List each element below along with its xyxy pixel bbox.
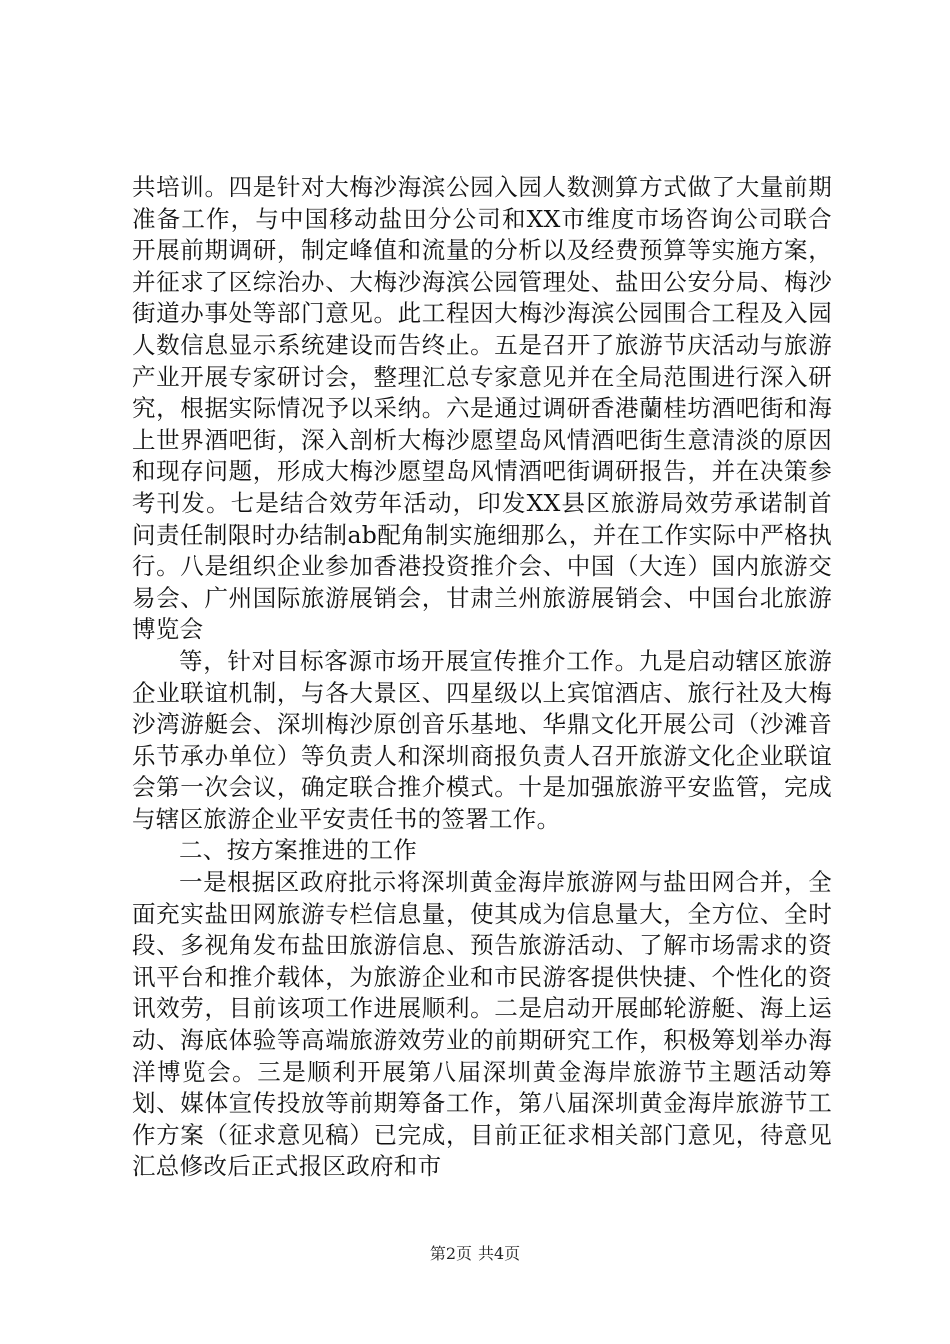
paragraph-3: 一是根据区政府批示将深圳黄金海岸旅游网与盐田网合并，全面充实盐田网旅游专栏信息量，使其成为信息量大，全方位、全时段、多视角发布盐田旅游信息、预告旅游活动、了解市场需求的资讯平台和推介载体，为旅游企业和市民游客提供快捷、个性化的资讯效劳，目前该项工作进展顺利。二是启动开展邮轮游艇、海上运动、海底体验等高端旅游效劳业的前期研究工作，积极筹划举办海洋博览会。三是顺利开展第八届深圳黄金海岸旅游节主题活动筹划、媒体宣传投放等前期筹备工作，第八届深圳黄金海岸旅游节工作方案（征求意见稿）已完成，目前正征求相关部门意见，待意见汇总修改后正式报区政府和市 bbox=[132, 868, 832, 1181]
document-body bbox=[132, 172, 832, 1183]
paragraph-2: 等，针对目标客源市场开展宣传推介工作。九是启动辖区旅游企业联谊机制，与各大景区、四星级以上宾馆酒店、旅行社及大梅沙湾游艇会、深圳梅沙原创音乐基地、华鼎文化开展公司（沙滩音乐节承办单位）等负责人和深圳商报负责人召开旅游文化企业联谊会第一次会议，确定联合推介模式。十是加强旅游平安监管，完成与辖区旅游企业平安责任书的签署工作。 bbox=[132, 646, 832, 833]
page-total: 共4页 bbox=[478, 1244, 521, 1263]
paragraph-1: 共培训。四是针对大梅沙海滨公园入园人数测算方式做了大量前期准备工作，与中国移动盐田分公司和XX市维度市场咨询公司联合开展前期调研，制定峰值和流量的分析以及经费预算等实施方案，并征求了区综治办、大梅沙海滨公园管理处、盐田公安分局、梅沙街道办事处等部门意见。此工程因大梅沙海滨公园围合工程及入园人数信息显示系统建设而告终止。五是召开了旅游节庆活动与旅游产业开展专家研讨会，整理汇总专家意见并在全局范围进行深入研究，根据实际情况予以采纳。六是通过调研香港蘭桂坊酒吧街和海上世界酒吧街，深入剖析大梅沙愿望岛风情酒吧街生意清淡的原因和现存问题，形成大梅沙愿望岛风情酒吧街调研报告，并在决策参考刊发。七是结合效劳年活动，印发XX县区旅游局效劳承诺制首问责任制限时办结制ab配角制实施细那么，并在工作实际中严格执行。八是组织企业参加香港投资推介会、中国（大连）国内旅游交易会、广州国际旅游展销会，甘肃兰州旅游展销会、中国台北旅游博览会 bbox=[132, 173, 832, 644]
page-number: 第2页 bbox=[429, 1244, 472, 1263]
section-heading: 二、按方案推进的工作 bbox=[179, 836, 417, 865]
page-footer bbox=[0, 1244, 950, 1264]
